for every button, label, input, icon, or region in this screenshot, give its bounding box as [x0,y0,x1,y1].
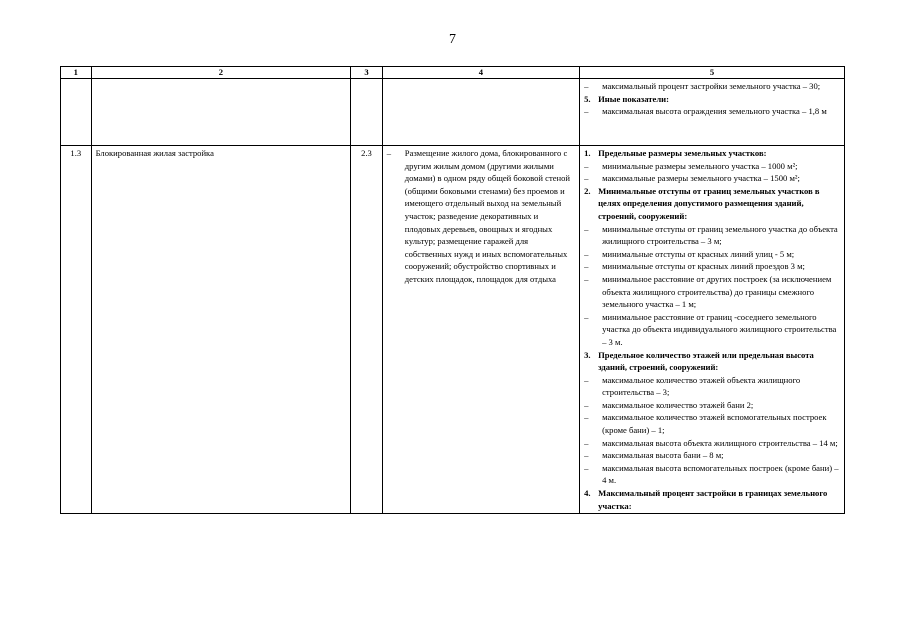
section-title: Минимальные отступы от границ земельных участков в целях определения допустимого размещения зданий, строений, сооружений: [598,185,820,221]
zoning-table [60,66,845,514]
cell-empty [351,79,383,146]
dash-marker: – [584,173,589,184]
dash-marker: – [584,412,589,423]
cell-parameters [580,79,845,146]
item-text: минимальные отступы от красных линий проездов 3 м; [602,261,805,272]
dash-marker: – [584,311,589,322]
section-heading [584,349,840,374]
list-item [584,172,840,185]
item-text: максимальная высота ограждения земельного участка – 1,8 м [602,106,827,117]
table-row-continuation [61,79,845,146]
cell-classifier-code: 2.3 [351,146,383,514]
page-number: 7 [449,32,456,47]
section-number: 3. [584,349,591,360]
section-title: Предельное количество этажей или предельная высота зданий, строений, сооружений: [598,349,814,373]
table-row-1-3 [61,146,845,514]
section-heading [584,487,840,512]
section-title: Предельные размеры земельных участков: [598,148,767,158]
description-text: Размещение жилого дома, блокированного с другим жилым домом (другими жилыми домами) в одном ряду общей боковой стеной (общими боковыми стенами) без проемов и имеющего отдельный выход на земельный участок; разведение декоративных и плодовых деревьев, овощных и ягодных культур; размещение гаражей для собственных нужд и иных вспомогательных сооружений; обустройство спортивных и детских площадок, площадок для отдыха [404,148,571,284]
section-number: 4. [584,488,591,499]
item-text: минимальные размеры земельного участка – 1000 м²; [602,160,798,171]
dash-marker: – [584,450,589,461]
list-item [584,311,840,349]
cell-empty [382,79,579,146]
header-col-3: 3 [351,67,383,79]
header-row [61,67,845,79]
dash-marker: – [584,437,589,448]
header-col-4: 4 [382,67,579,79]
dash-marker: – [584,81,589,91]
dash-marker: – [584,462,589,473]
header-col-1: 1 [61,67,92,79]
item-text: минимальное расстояние от границ -соседнего земельного участка до объекта индивидуального жилищного строительства – 3 м. [602,311,837,347]
section-number: 2. [584,185,591,196]
header-col-5: 5 [580,67,845,79]
header-col-2: 2 [91,67,351,79]
cell-use-description [382,146,579,514]
cell-parameters [580,146,845,514]
list-item [584,449,840,462]
list-item [584,105,840,118]
cell-empty [91,79,351,146]
item-text: максимальные размеры земельного участка – 1500 м²; [602,173,800,184]
section-number: 1. [584,148,591,158]
dash-marker: – [584,248,589,259]
dash-marker: – [584,223,589,234]
dash-marker: – [584,374,589,385]
item-text: максимальное количество этажей вспомогательных построек (кроме бани) – 1; [602,412,827,436]
list-item [584,374,840,399]
list-item [584,273,840,311]
item-text: максимальное количество этажей объекта жилищного строительства – 3; [602,374,801,398]
dash-marker: – [584,261,589,272]
item-text: минимальные отступы от границ земельного участка до объекта жилищного строительства – 3 м; [602,223,838,247]
item-text: максимальная высота вспомогательных построек (кроме бани) – 4 м. [602,462,839,486]
section-heading [584,185,840,223]
item-text: максимальный процент застройки земельного участка – 30; [602,81,821,91]
cell-code: 1.3 [61,146,92,514]
list-item [584,411,840,436]
dash-marker: – [584,106,589,117]
list-item [584,223,840,248]
cell-empty [61,79,92,146]
dash-marker: – [584,273,589,284]
dash-marker: – [584,160,589,171]
list-item [584,80,840,93]
list-item [584,462,840,487]
item-text: минимальное расстояние от других построек (за исключением объекта жилищного строительства) до границы смежного земельного участка – 1 м; [602,273,832,310]
dash-marker: – [584,399,589,410]
item-text: максимальная высота объекта жилищного строительства – 14 м; [602,437,838,448]
cell-use-name: Блокированная жилая застройка [91,146,351,514]
item-text: максимальное количество этажей бани 2; [602,399,754,410]
section-heading [584,147,840,160]
list-item [584,437,840,450]
item-text: максимальная высота бани – 8 м; [602,450,724,461]
list-item [584,160,840,173]
section-heading [584,93,840,106]
list-item [584,399,840,412]
section-title: Иные показатели: [598,93,669,104]
list-item [584,248,840,261]
dash-marker: – [386,148,392,158]
item-text: минимальные отступы от красных линий улиц - 5 м; [602,248,795,259]
list-item [387,147,575,286]
list-item [584,260,840,273]
section-title: Максимальный процент застройки в границах земельного участка: [598,488,828,511]
section-number: 5. [584,93,591,104]
